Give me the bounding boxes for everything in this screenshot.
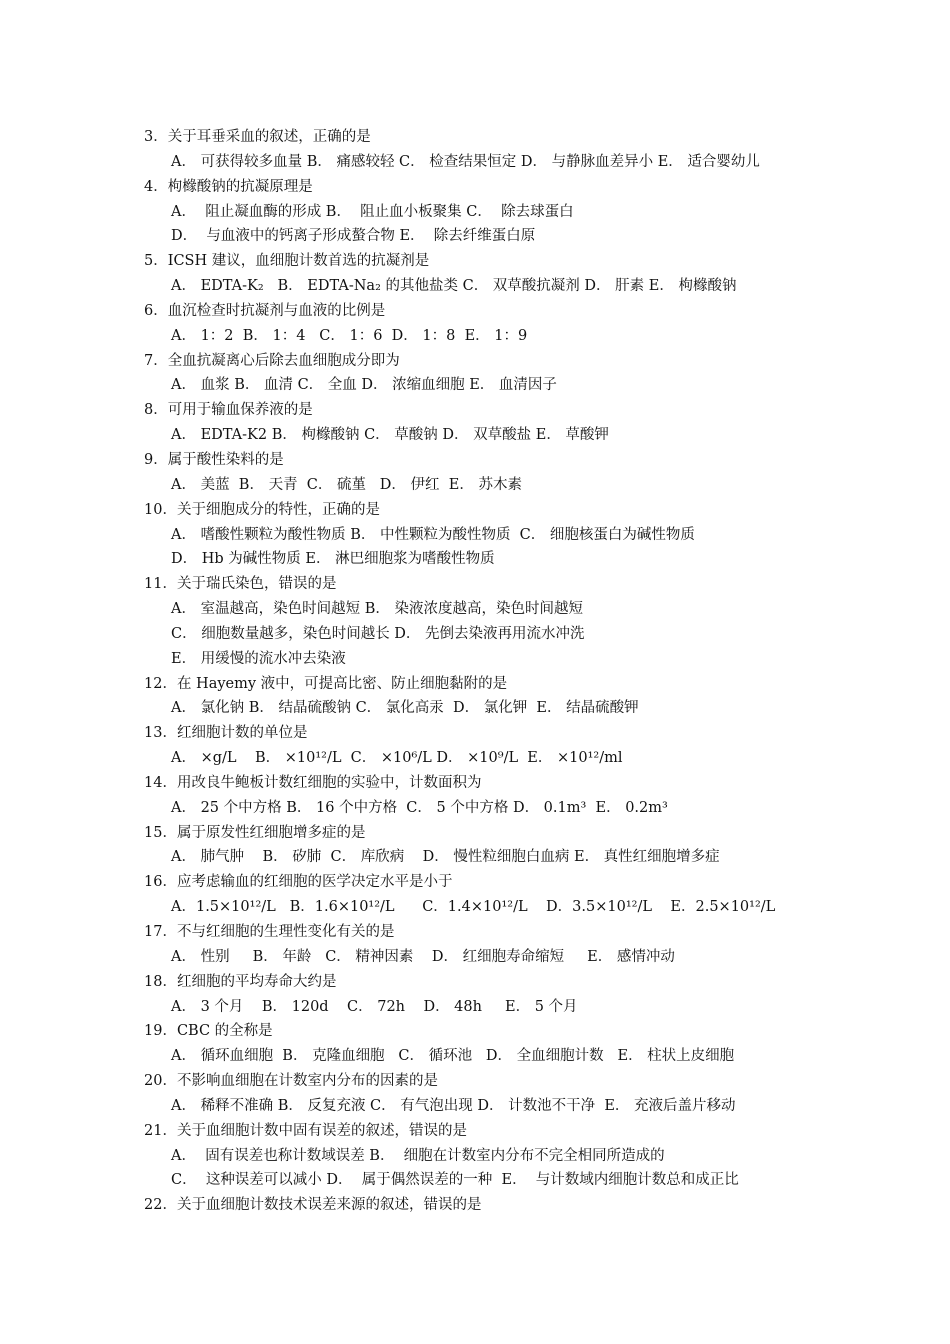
question-stem: 12．在 Hayemy 液中，可提高比密、防止细胞黏附的是 [144, 675, 508, 692]
question-options-line: A． 25 个中方格 B． 16 个中方格 C． 5 个中方格 D． 0.1m³ E． 0.2m³ [171, 799, 668, 816]
question-19 [144, 1019, 850, 1069]
question-stem: 11．关于瑞氏染色，错误的是 [144, 576, 337, 593]
question-5 [144, 249, 850, 299]
question-options-line: A． ×g/L B． ×10¹²/L C． ×10⁶/L D． ×10⁹/L E． ×10¹²/ml [171, 750, 623, 767]
question-stem: 10．关于细胞成分的特性，正确的是 [144, 501, 380, 518]
question-stem: 8．可用于输血保养液的是 [144, 402, 313, 419]
question-6 [144, 299, 850, 349]
question-21 [144, 1119, 850, 1194]
question-options-line: A． 性别 B． 年龄 C． 精神因素 D． 红细胞寿命缩短 E． 感情冲动 [171, 948, 675, 965]
question-options-line: D． Hb 为碱性物质 E． 淋巴细胞浆为嗜酸性物质 [171, 551, 495, 568]
question-7 [144, 349, 850, 399]
question-options-line: A． 血浆 B． 血清 C． 全血 D． 浓缩血细胞 E． 血清因子 [171, 377, 557, 394]
question-stem: 20．不影响血细胞在计数室内分布的因素的是 [144, 1073, 438, 1090]
question-options-line: A． 美蓝 B． 天青 C． 硫堇 D． 伊红 E． 苏木素 [171, 476, 522, 493]
question-10 [144, 498, 850, 573]
question-15 [144, 821, 850, 871]
question-options-line: C． 细胞数量越多，染色时间越长 D． 先倒去染液再用流水冲洗 [171, 625, 585, 642]
question-stem: 6．血沉检查时抗凝剂与血液的比例是 [144, 302, 386, 319]
question-options-line: A． 3 个月 B． 120d C． 72h D． 48h E． 5 个月 [171, 998, 578, 1015]
question-8 [144, 398, 850, 448]
question-options-line: A． 室温越高，染色时间越短 B． 染液浓度越高，染色时间越短 [171, 601, 583, 618]
question-options-line: A． 1：2 B． 1：4 C． 1：6 D． 1：8 E． 1：9 [171, 327, 528, 344]
question-14 [144, 771, 850, 821]
question-options-line: A． EDTA-K₂ B． EDTA-Na₂ 的其他盐类 C． 双草酸抗凝剂 D． 肝素 E． 枸橼酸钠 [171, 278, 737, 295]
question-options-line: A． 氯化钠 B． 结晶硫酸钠 C． 氯化高汞 D． 氯化钾 E． 结晶硫酸钾 [171, 700, 639, 717]
question-stem: 14．用改良牛鲍板计数红细胞的实验中，计数面积为 [144, 774, 482, 791]
question-stem: 13．红细胞计数的单位是 [144, 725, 308, 742]
question-16 [144, 870, 850, 920]
question-stem: 3．关于耳垂采血的叙述，正确的是 [144, 129, 371, 145]
question-stem: 16．应考虑输血的红细胞的医学决定水平是小于 [144, 874, 453, 891]
question-17 [144, 920, 850, 970]
question-options-line: A． 嗜酸性颗粒为酸性物质 B． 中性颗粒为酸性物质 C． 细胞核蛋白为碱性物质 [171, 526, 695, 543]
question-options-line: A． 阻止凝血酶的形成 B． 阻止血小板聚集 C． 除去球蛋白 [171, 203, 574, 220]
question-options-line: A．1.5×10¹²/L B．1.6×10¹²/L C．1.4×10¹²/L D．3.5×10¹²/L E．2.5×10¹²/L [171, 899, 776, 916]
question-stem: 21．关于血细胞计数中固有误差的叙述，错误的是 [144, 1122, 467, 1139]
question-stem: 5．ICSH 建议，血细胞计数首选的抗凝剂是 [144, 253, 430, 270]
question-11 [144, 572, 850, 671]
question-stem: 7．全血抗凝离心后除去血细胞成分即为 [144, 352, 400, 369]
question-options-line: A． EDTA-K2 B． 枸橼酸钠 C． 草酸钠 D． 双草酸盐 E． 草酸钾 [171, 427, 609, 444]
question-9 [144, 448, 850, 498]
question-stem: 18．红细胞的平均寿命大约是 [144, 973, 337, 990]
question-options-line: A． 固有误差也称计数域误差 B． 细胞在计数室内分布不完全相同所造成的 [171, 1147, 665, 1164]
question-options-line: A． 稀释不准确 B． 反复充液 C． 有气泡出现 D． 计数池不干净 E． 充液后盖片移动 [171, 1097, 736, 1114]
question-options-line: C． 这种误差可以减小 D． 属于偶然误差的一种 E． 与计数域内细胞计数总和成正比 [171, 1172, 739, 1189]
question-13 [144, 721, 850, 771]
question-stem: 4．枸橼酸钠的抗凝原理是 [144, 178, 313, 195]
question-stem: 22．关于血细胞计数技术误差来源的叙述，错误的是 [144, 1197, 482, 1214]
question-22 [144, 1193, 850, 1218]
question-12 [144, 672, 850, 722]
question-options-line: A． 肺气肿 B． 矽肺 C． 库欣病 D． 慢性粒细胞白血病 E． 真性红细胞增多症 [171, 849, 720, 866]
question-stem: 19．CBC 的全称是 [144, 1023, 273, 1040]
question-options-line: E． 用缓慢的流水冲去染液 [171, 650, 346, 667]
question-18 [144, 970, 850, 1020]
question-stem: 15．属于原发性红细胞增多症的是 [144, 824, 366, 841]
question-3 [144, 125, 850, 175]
question-options-line: A． 可获得较多血量 B． 痛感较轻 C． 检查结果恒定 D． 与静脉血差异小 E． 适合婴幼儿 [171, 153, 760, 170]
question-options-line: D． 与血液中的钙离子形成螯合物 E． 除去纤维蛋白原 [171, 228, 536, 245]
question-20 [144, 1069, 850, 1119]
question-stem: 9．属于酸性染料的是 [144, 451, 284, 468]
question-stem: 17．不与红细胞的生理性变化有关的是 [144, 924, 395, 940]
question-4 [144, 175, 850, 250]
question-options-line: A． 循环血细胞 B． 克隆血细胞 C． 循环池 D． 全血细胞计数 E． 柱状上皮细胞 [171, 1048, 735, 1065]
